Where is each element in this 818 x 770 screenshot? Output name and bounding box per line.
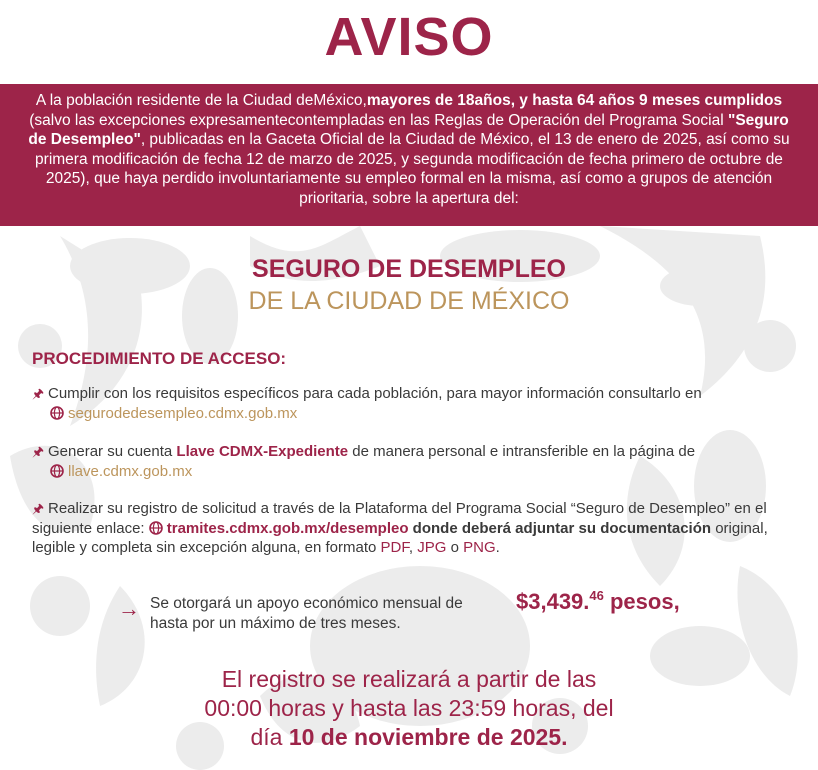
registration-line-2: 00:00 horas y hasta las 23:59 horas, del	[204, 695, 614, 721]
benefit-line-1: Se otorgará un apoyo económico mensual de	[150, 595, 463, 612]
step-3-link[interactable]: tramites.cdmx.gob.mx/desempleo	[166, 519, 409, 537]
amount-unit: pesos,	[603, 589, 680, 614]
program-subtitle: DE LA CIUDAD DE MÉXICO	[248, 287, 570, 315]
registration-line-3-prefix: día	[250, 724, 289, 750]
amount-cents: 46	[589, 588, 604, 603]
step-1-text: Cumplir con los requisitos específicos para cada población, para mayor información consultarlo en	[48, 385, 702, 402]
banner-text-3: , publicadas en la Gaceta Oficial de la Ciudad de México, el 13 de enero de 2025, así como su primera modificación de fecha 12 de marzo de 2025, y segunda modificación de fecha primero de octubre de 2025), que haya perdido involuntariamente su empleo formal en la misma, así como a grupos de atención prioritaria, sobre la apertura del:	[35, 131, 790, 207]
globe-icon	[149, 521, 163, 535]
benefit-line-2: hasta por un máximo de tres meses.	[150, 614, 401, 632]
step-3-bold-text: donde deberá adjuntar su documentación	[408, 519, 712, 537]
registration-dates	[0, 665, 818, 752]
step-2-text-before: Generar su cuenta	[48, 443, 177, 460]
registration-line-1: El registro se realizará a partir de las	[221, 666, 597, 692]
globe-icon	[50, 464, 64, 478]
step-3-text-after: original, legible y completa sin excepción alguna, en formato	[32, 519, 768, 556]
format-png: PNG	[463, 539, 496, 556]
notice-title: AVISO	[324, 7, 494, 67]
banner-text-2: (salvo las excepciones expresamentecontempladas en las Reglas de Operación del Programa Social	[29, 111, 728, 129]
benefit-text	[150, 594, 463, 633]
step-3-text-before: Realizar su registro de solicitud a través de la Plataforma del Programa Social “Seguro de Desempleo” en el siguiente enlace:	[32, 500, 767, 537]
procedure-step-3	[32, 499, 802, 558]
step-1-link[interactable]: segurodedesempleo.cdmx.gob.mx	[68, 404, 298, 422]
procedure-heading: PROCEDIMIENTO DE ACCESO:	[32, 349, 287, 368]
amount-main: $3,439.	[516, 589, 590, 614]
registration-line-3	[0, 723, 818, 752]
format-pdf: PDF	[380, 539, 409, 556]
globe-icon	[50, 406, 64, 420]
format-separator: ,	[408, 539, 418, 556]
format-separator: o	[446, 539, 464, 556]
banner-program-name: "Seguro de Desempleo"	[28, 111, 789, 149]
program-title: SEGURO DE DESEMPLEO	[252, 255, 566, 283]
pin-icon: 🖈	[32, 386, 45, 401]
registration-date: 10 de noviembre de 2025.	[288, 724, 568, 750]
pin-icon: 🖈	[32, 444, 45, 459]
procedure-step-2	[32, 442, 802, 481]
step-2-text-after: de manera personal e intransferible en la página de	[348, 443, 696, 460]
benefit-block	[118, 588, 738, 638]
step-2-account-name: Llave CDMX-Expediente	[176, 443, 349, 460]
notice-banner	[0, 84, 818, 226]
pin-icon: 🖈	[32, 501, 45, 516]
format-jpg: JPG	[417, 539, 447, 556]
procedure-step-1	[32, 384, 802, 423]
step-3-end: .	[495, 539, 500, 556]
arrow-right-icon: →	[118, 596, 140, 621]
banner-text-1: A la población residente de la Ciudad deMéxico,	[35, 92, 367, 109]
benefit-amount	[516, 588, 680, 615]
banner-age-range: mayores de 18años, y hasta 64 años 9 meses cumplidos	[366, 92, 783, 109]
step-2-link[interactable]: llave.cdmx.gob.mx	[68, 462, 193, 480]
